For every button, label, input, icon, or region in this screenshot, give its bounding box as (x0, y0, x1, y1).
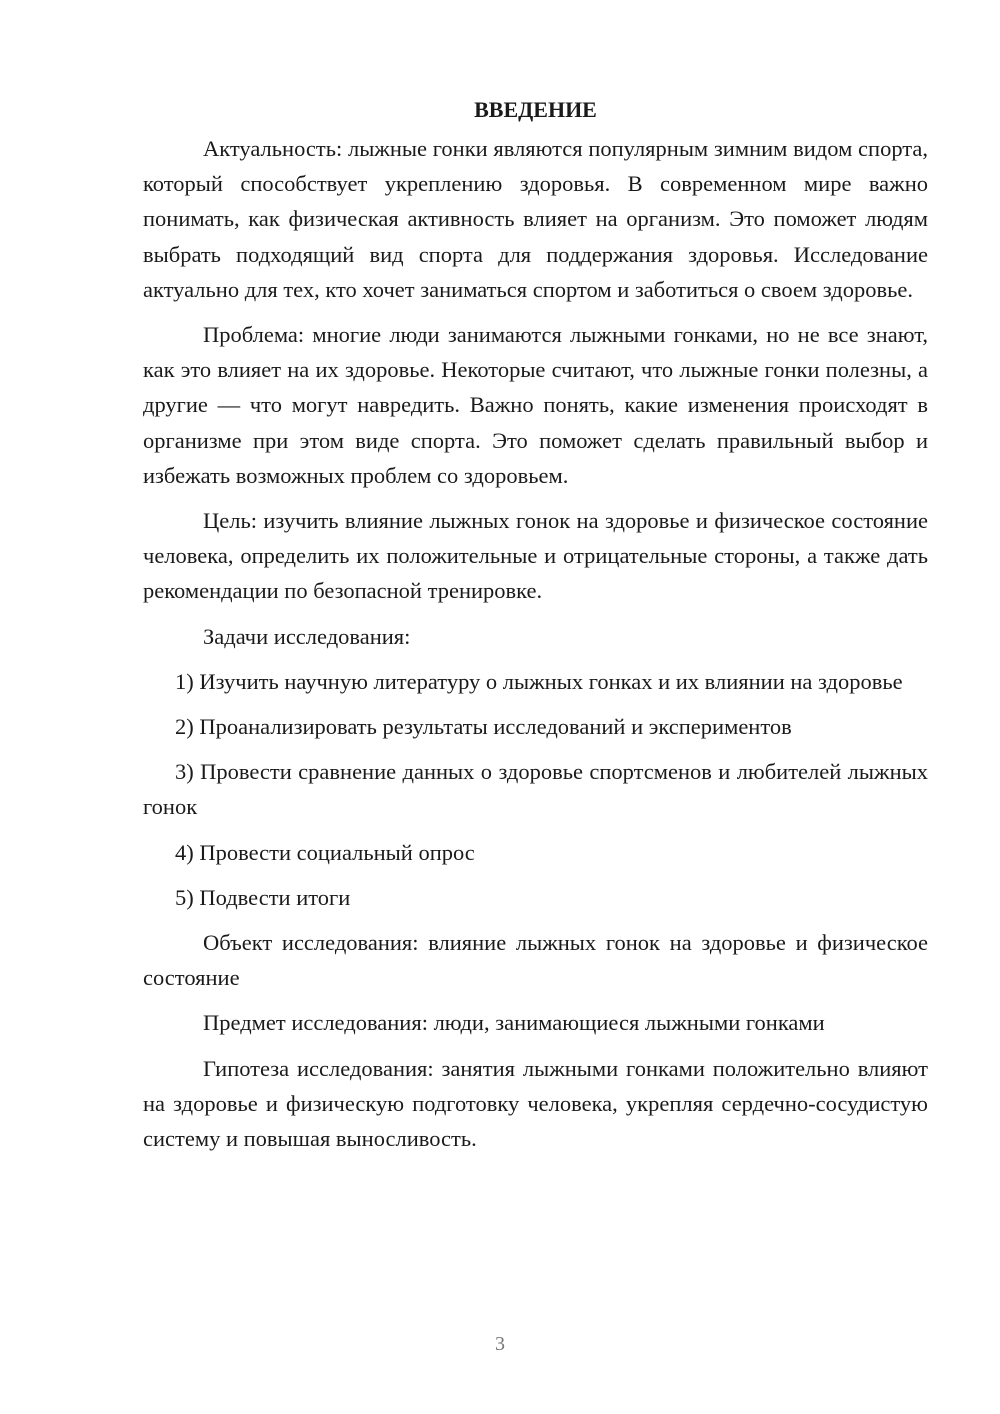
task-item-2: 2) Проанализировать результаты исследований и экспериментов (175, 714, 792, 740)
page-content (143, 92, 928, 1166)
page-number: 3 (495, 1333, 505, 1355)
relevance-paragraph: Актуальность: лыжные гонки являются популярным зимним видом спорта, который способствует укреплению здоровья. В современном мире важно понимать, как физическая активность влияет на организм. Это поможет людям выбрать подходящий вид спорта для поддержания здоровья. Исследование актуально для тех, кто хочет заниматься спортом и заботиться о своем здоровье. (143, 136, 928, 302)
goal-paragraph: Цель: изучить влияние лыжных гонок на здоровье и физическое состояние человека, определить их положительные и отрицательные стороны, а также дать рекомендации по безопасной тренировке. (143, 508, 928, 604)
problem-paragraph: Проблема: многие люди занимаются лыжными гонками, но не все знают, как это влияет на их здоровье. Некоторые считают, что лыжные гонки полезны, а другие — что могут навредить. Важно понять, какие изменения происходят в организме при этом виде спорта. Это поможет сделать правильный выбор и избежать возможных проблем со здоровьем. (143, 322, 928, 488)
subject-paragraph: Предмет исследования: люди, занимающиеся лыжными гонками (203, 1010, 825, 1036)
task-item-1: 1) Изучить научную литературу о лыжных гонках и их влиянии на здоровье (175, 668, 903, 694)
task-item-3: 3) Провести сравнение данных о здоровье спортсменов и любителей лыжных гонок (143, 759, 928, 820)
tasks-title: Задачи исследования: (203, 623, 411, 649)
task-item-5: 5) Подвести итоги (175, 884, 351, 910)
hypothesis-paragraph: Гипотеза исследования: занятия лыжными гонками положительно влияют на здоровье и физическую подготовку человека, укрепляя сердечно-сосудистую систему и повышая выносливость. (143, 1055, 928, 1152)
object-paragraph: Объект исследования: влияние лыжных гонок на здоровье и физическое состояние (143, 930, 928, 991)
task-item-4: 4) Провести социальный опрос (175, 839, 475, 865)
section-heading: ВВЕДЕНИЕ (474, 97, 597, 122)
tasks-list (143, 664, 928, 915)
